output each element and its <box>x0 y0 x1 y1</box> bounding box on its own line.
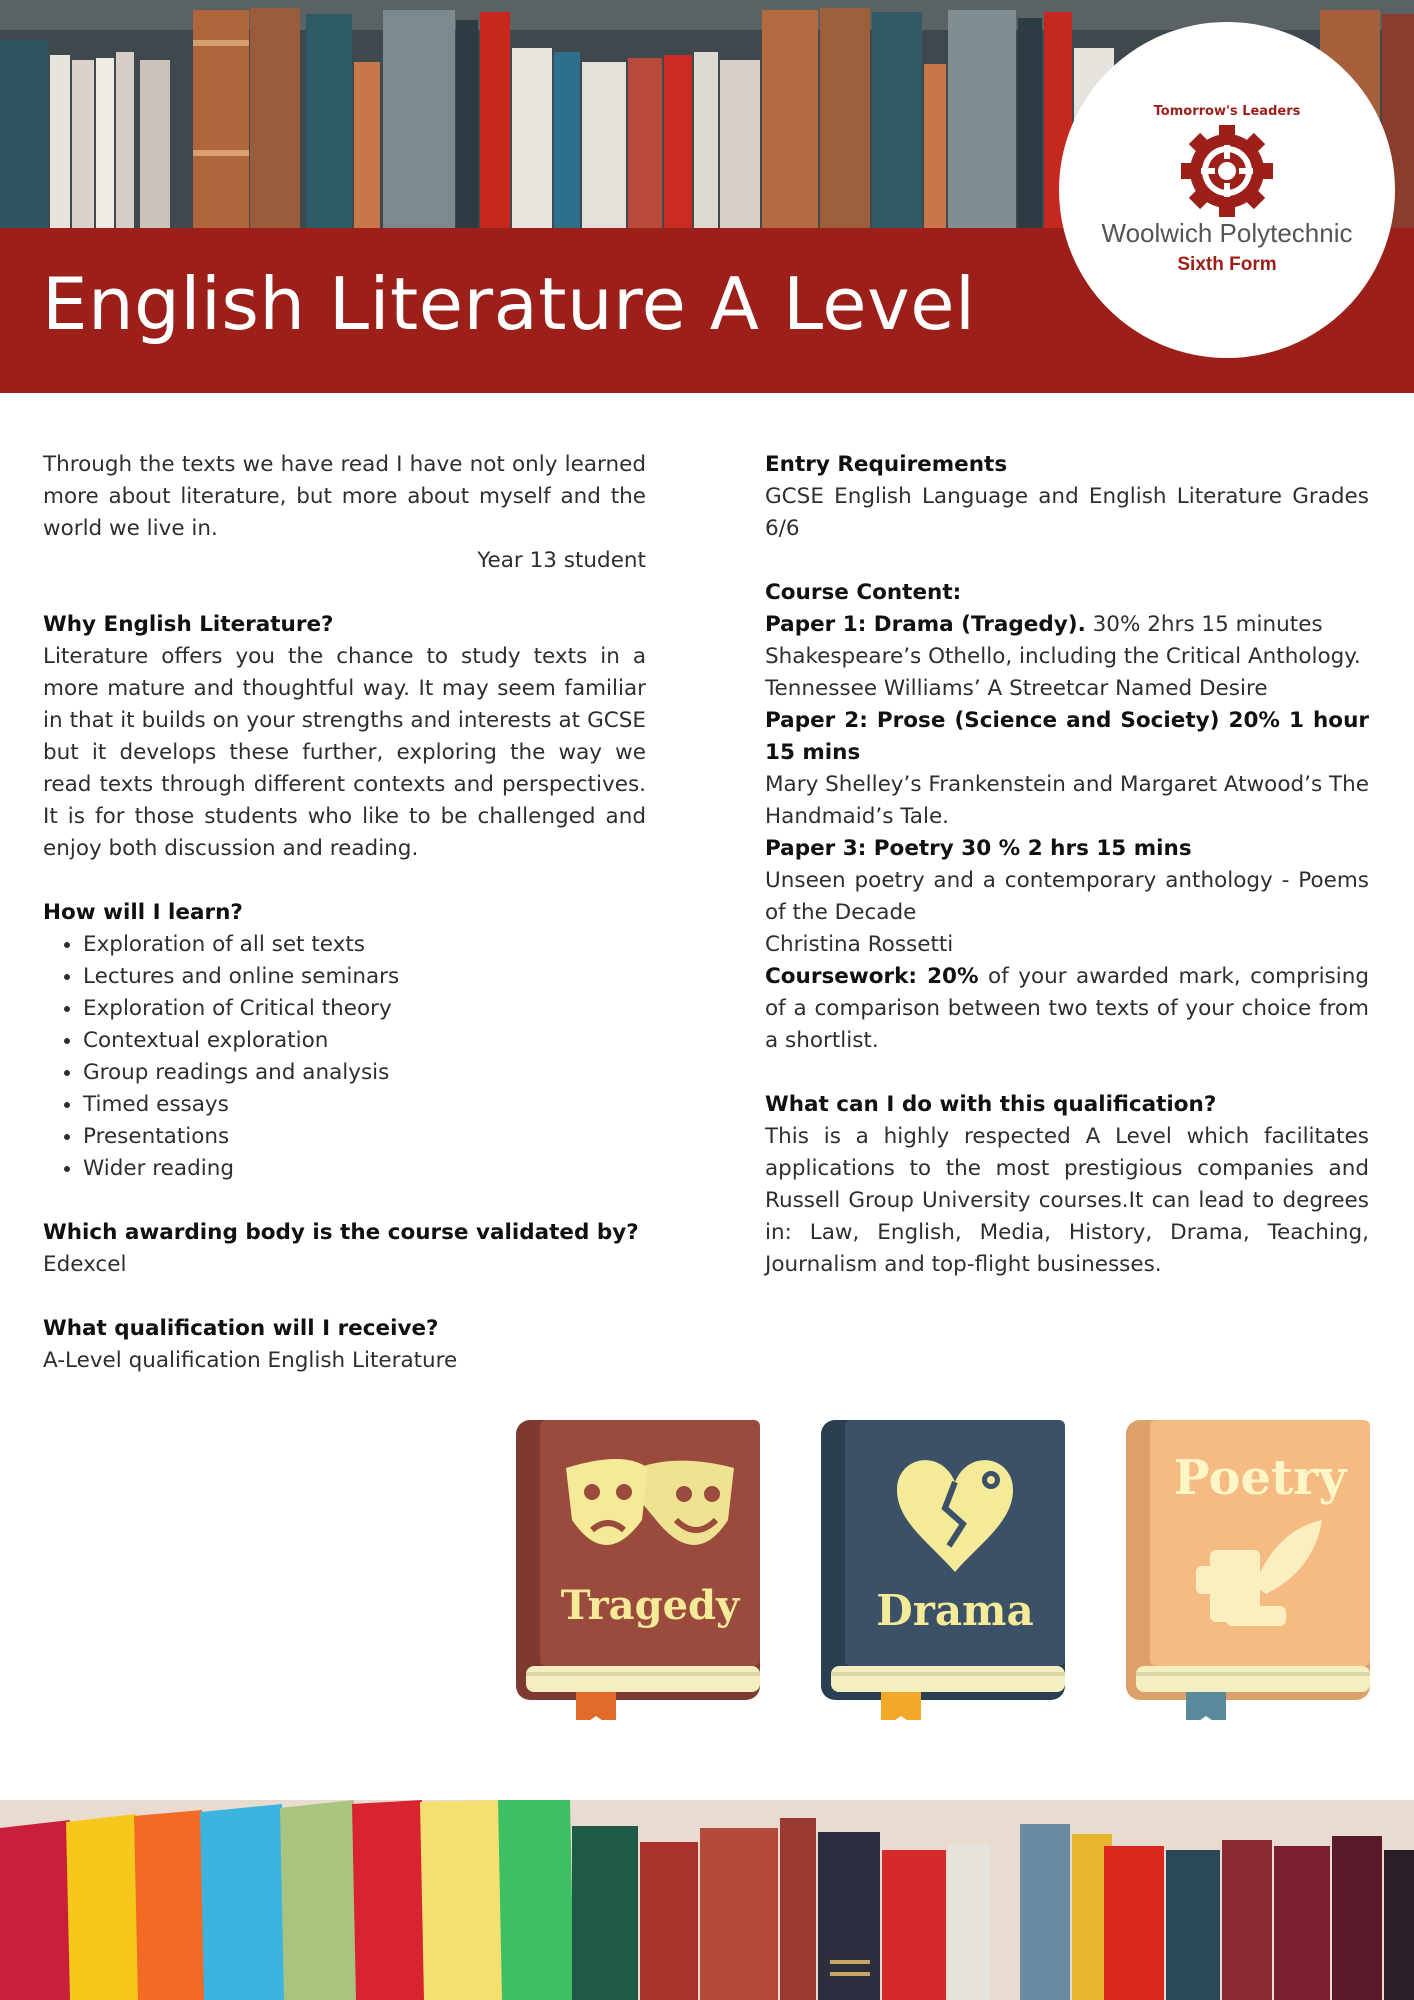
gear-icon <box>1180 124 1274 218</box>
list-item: • Wider reading <box>83 1153 646 1185</box>
paper3-text-2: Christina Rossetti <box>765 932 954 957</box>
paper1-title: Paper 1: Drama (Tragedy). <box>765 612 1086 637</box>
student-quote: Through the texts we have read I have not only learned more about literature, but more about myself and the world we live in. <box>43 452 646 541</box>
career-heading: What can I do with this qualification? <box>765 1092 1217 1117</box>
book-label: Tragedy <box>560 1582 740 1629</box>
right-column <box>765 449 1369 1281</box>
bookmark <box>881 1692 921 1720</box>
career-text: This is a highly respected A Level which facilitates applications to the most prestigious companies and Russell Group University courses.It can lead to degrees in: Law, English, Media, History, Drama, Teaching, Journalism and top-flight businesses. <box>765 1124 1369 1277</box>
list-item: • Lectures and online seminars <box>83 961 646 993</box>
paper1-text: Shakespeare’s Othello, including the Critical Anthology. <box>765 644 1361 669</box>
bookmark <box>1186 1692 1226 1720</box>
paper1-detail: 30% 2hrs 15 minutes <box>1085 612 1323 637</box>
awarding-heading: Which awarding body is the course validated by? <box>43 1220 639 1245</box>
book-label: Poetry <box>1173 1450 1347 1506</box>
awarding-body: Edexcel <box>43 1252 127 1277</box>
coursework-line <box>765 961 1369 1057</box>
list-item: • Contextual exploration <box>83 1025 646 1057</box>
entry-text: GCSE English Language and English Literature Grades 6/6 <box>765 484 1369 541</box>
logo-school-name: Woolwich Polytechnic <box>1101 218 1353 248</box>
paper3-title: Paper 3: Poetry 30 % 2 hrs 15 mins <box>765 836 1192 861</box>
coursework-title: Coursework: 20% <box>765 964 979 989</box>
entry-heading: Entry Requirements <box>765 452 1008 477</box>
coursework-text: of your awarded mark, comprising of a comparison between two texts of your choice from a shortlist. <box>765 964 1369 1053</box>
paper3-text: Unseen poetry and a contemporary anthology - Poems of the Decade <box>765 868 1369 925</box>
paper1-line <box>765 609 1369 641</box>
why-heading: Why English Literature? <box>43 612 334 637</box>
paper1-text-2: Tennessee Williams’ A Streetcar Named Desire <box>765 676 1268 701</box>
paper2-text: Mary Shelley’s Frankenstein and Margaret Atwood’s The Handmaid’s Tale. <box>765 772 1369 829</box>
list-item: • Exploration of Critical theory <box>83 993 646 1025</box>
page-title: English Literature A Level <box>42 262 976 346</box>
content-heading: Course Content: <box>765 580 962 605</box>
bookmark <box>576 1692 616 1720</box>
paper2-title: Paper 2: Prose (Science and Society) 20% 1 hour 15 mins <box>765 708 1369 765</box>
drama-book <box>821 1420 1065 1720</box>
learn-list <box>43 929 646 1185</box>
tragedy-book <box>516 1420 760 1720</box>
list-item: • Exploration of all set texts <box>83 929 646 961</box>
qualification-text: A-Level qualification English Literature <box>43 1348 458 1373</box>
left-column <box>43 449 646 1377</box>
list-item: • Presentations <box>83 1121 646 1153</box>
school-logo <box>1059 22 1395 358</box>
logo-subtitle: Sixth Form <box>1177 254 1277 275</box>
bookshelf-footer-image <box>0 1800 1414 2000</box>
book-label: Drama <box>876 1586 1034 1635</box>
why-text: Literature offers you the chance to study texts in a more mature and thoughtful way. It may seem familiar in that it builds on your strengths and interests at GCSE but it develops these further, exploring the way we read texts through different contexts and perspectives. It is for those students who like to be challenged and enjoy both discussion and reading. <box>43 644 646 861</box>
qualification-heading: What qualification will I receive? <box>43 1316 439 1341</box>
list-item: • Timed essays <box>83 1089 646 1121</box>
learn-heading: How will I learn? <box>43 900 243 925</box>
book-cover <box>540 1420 760 1666</box>
logo-tagline: Tomorrow's Leaders <box>1153 104 1301 119</box>
poetry-book <box>1126 1420 1370 1720</box>
list-item: • Group readings and analysis <box>83 1057 646 1089</box>
quote-attribution: Year 13 student <box>477 548 646 573</box>
